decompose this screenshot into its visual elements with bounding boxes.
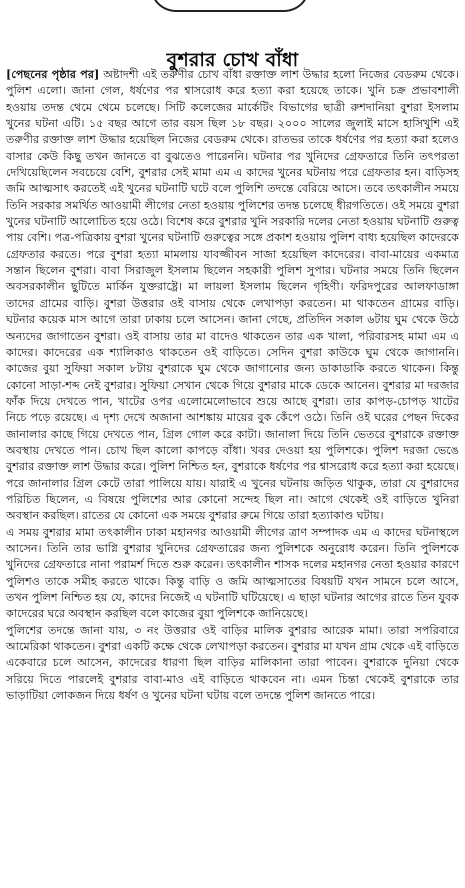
article-paragraph: [6, 66, 459, 525]
paragraph-text: এ সময় বুশরার মামা তৎকালীন ঢাকা মহানগর আওয়ামী লীগের ত্রাণ সম্পাদক এম এ কাদের ঘটনাস্থলে আসেন। তিনি তার ভাগ্নি বুশরার খুনিদের গ্রেফতারের জন্য পুলিশকে অনুরোধ করেন। তিনি পুলিশকে খুনিদের গ্রেফতারে নানা পরামর্শ দিতে শুরু করেন। তৎকালীন শাসক দলের মহানগর নেতা হওয়ার কারণে পুলিশও তাকে সমীহ করতে থাকে। কিন্তু বাড়ি ও জমি আত্মসাতের বিষয়টি যখন সামনে চলে আসে, তখন পুলিশ নিশ্চিত হয় যে, কাদের নিজেই এ ঘটনাটি ঘটিয়েছে। এ ছাড়া ঘটনার আগের রাতে তিন যুবক কাদেরের ঘরে অবস্থান করছিল বলে কাজের বুয়া পুলিশকে জানিয়েছে।: [6, 525, 459, 621]
page-top-curve-ornament: [150, 0, 310, 12]
paragraph-text: অষ্টাদশী এই তরুণীর চোখ বাঁধা রক্তাক্ত লাশ উদ্ধার হলো নিজের বেডরুম থেকে। পুলিশ এলো। জানা গেল, ধর্ষণের পর শ্বাসরোধ করে হত্যা করা হয়েছে তাকে। খুনি চক্র প্রভাবশালী হওয়ায় তদন্ত থেমে থেমে চলেছে। সিটি কলেজের মার্কেটিং বিভাগের ছাত্রী রুশদানিয়া বুশরা ইসলাম খুনের ঘটনা এটি। ১৫ বছর আগে তার বয়স ছিল ১৮ বছর। ২০০০ সালের জুলাই মাসে হাসিখুশি এই তরুণীর রক্তাক্ত লাশ উদ্ধার হয়েছিল নিজের বেডরুম থেকে। রাতভর তাকে ধর্ষণের পর হত্যা করা হলেও বাসার কেউ কিছু তখন জানতে বা বুঝতেও পারেননি। ঘটনার পর খুনিদের গ্রেফতারে তিনি তৎপরতা দেখিয়েছিলেন সবচেয়ে বেশি, বুশরার সেই মামা এম এ কাদের খুনের ঘটনায় পরে গ্রেফতার হন। বাড়িসহ জমি আত্মসাৎ করতেই এই খুনের ঘটনাটি ঘটে বলে পুলিশি তদন্তে বেরিয়ে আসে। তবে তৎকালীন সময়ে তিনি সরকার সমর্থিত আওয়ামী লীগের নেতা হওয়ায় পুলিশের তদন্ত চলেছে ধীরগতিতে। ওই সময়ে বুশরা খুনের ঘটনাটি আলোচিত হয়ে ওঠে। বিশেষ করে বুশরার খুনি সরকারি দলের নেতা হওয়ায় ঘটনাটি গুরুত্ব পায় বেশি। পত্র-পত্রিকায় বুশরা খুনের ঘটনাটি গুরুত্বের সঙ্গে প্রকাশ হওয়ায় পুলিশ বাধ্য হয়েছিল কাদেরকে গ্রেফতার করতে। পরে বুশরা হত্যা মামলায় যাবজ্জীবন সাজা হয়েছিল কাদেরের। বাবা-মায়ের একমাত্র সন্তান ছিলেন বুশরা। বাবা সিরাজুল ইসলাম ছিলেন সহকারী পুলিশ সুপার। ঘটনার সময়ে তিনি ছিলেন অবসরকালীন ছুটিতে মার্কিন যুক্তরাষ্ট্রে। মা লায়লা ইসলাম ছিলেন গৃহিণী। ফরিদপুরের আলফাডাঙ্গা তাদের গ্রামের বাড়ি। বুশরা উত্তরার ওই বাসায় থেকে লেখাপড়া করতেন। মা থাকতেন গ্রামের বাড়ি। ঘটনার কয়েক মাস আগে তারা ঢাকায় চলে আসেন। জানা গেছে, প্রতিদিন সকাল ৬টায় ঘুম থেকে উঠে অন্যদের জাগাতেন বুশরা। ওই বাসায় তার মা বাদেও থাকতেন তার এক খালা, পরিবারসহ মামা এম এ কাদের। কাদেরের এক শ্যালিকাও থাকতেন ওই বাড়িতে। সেদিন বুশরা কাউকে ঘুম থেকে জাগাননি। কাজের বুয়া সুফিয়া সকাল ৮টায় বুশরাকে ঘুম থেকে জাগানোর জন্য ডাকাডাকি করতে থাকেন। কিন্তু কোনো সাড়া-শব্দ নেই বুশরার। সুফিয়া সেখান থেকে গিয়ে বুশরার মাকে ডেকে আনেন। বুশরার মা দরজার ফাঁক দিয়ে দেখতে পান, খাটের ওপর এলোমেলোভাবে শুয়ে আছে বুশরা। তার কাপড়-চোপড় খাটের নিচে পড়ে রয়েছে। এ দৃশ্য দেখে অজানা আশঙ্কায় মায়ের বুক কেঁপে ওঠে। তিনি ওই ঘরের পেছন দিকের জানালার কাছে গিয়ে দেখতে পান, গ্রিল গোল করে কাটা। জানালা দিয়ে তিনি ভেতরে বুশরাকে রক্তাক্ত অবস্থায় দেখতে পান। চোখ ছিল কালো কাপড়ে বাঁধা। খবর দেওয়া হয় পুলিশকে। পুলিশ দরজা ভেঙে বুশরার রক্তাক্ত লাশ উদ্ধার করে। পুলিশ নিশ্চিত হন, বুশরাকে ধর্ষণের পর শ্বাসরোধ করে হত্যা করা হয়েছে। পরে জানালার গ্রিল কেটে তারা পালিয়ে যায়। যারাই এ খুনের ঘটনায় জড়িত থাকুক, তারা যে বুশরাদের পরিচিত ছিলেন, এ বিষয়ে পুলিশের আর কোনো সন্দেহ ছিল না। আগে থেকেই ওই বাড়িতে খুনিরা অবস্থান করছিল। রাতের যে কোনো এক সময়ে বুশরার রুমে গিয়ে তারা হত্যাকাণ্ড ঘটায়।: [6, 68, 460, 523]
article-headline: বুশরার চোখ বাঁধা: [166, 48, 299, 71]
paragraph-text: পুলিশের তদন্তে জানা যায়, ৩ নং উত্তরার ওই বাড়ির মালিক বুশরার আরেক মামা। তারা সপরিবারে আমেরিকা থাকতেন। বুশরা একটি কক্ষে থেকে লেখাপড়া করতেন। বুশরার মা যখন গ্রাম থেকে এই বাড়িতে একেবারে চলে আসেন, কাদেরের ধারণা ছিল বাড়ির মালিকানা তারা পাবেন। বুশরাকে দুনিয়া থেকে সরিয়ে দিতে পারলেই বুশরার বাবা-মাও এই বাড়িতে থাকবেন না। এমন চিন্তা থেকেই বুশরাকে তার ভাড়াটিয়া লোকজন দিয়ে ধর্ষণ ও খুনের ঘটনা ঘটায় বলে তদন্তে পুলিশ জানতে পারে।: [6, 623, 460, 703]
article-body: [6, 66, 459, 704]
article-paragraph: [6, 623, 459, 705]
page-reference: [পেছনের পৃষ্ঠার পর]: [6, 67, 100, 81]
article-paragraph: [6, 525, 459, 623]
